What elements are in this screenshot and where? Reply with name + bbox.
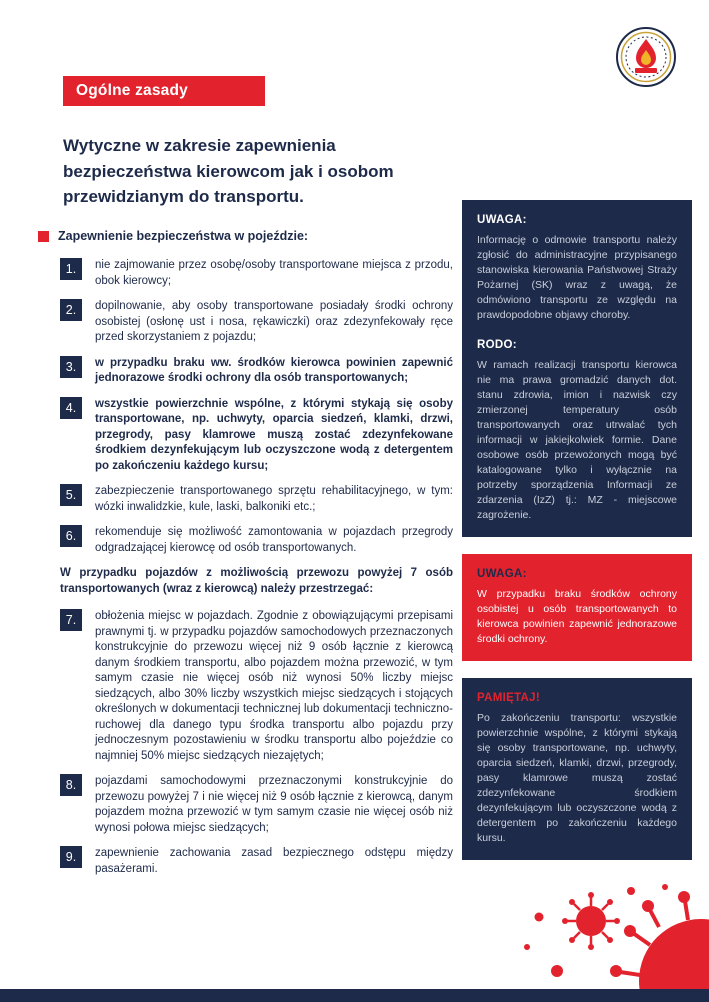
list-item	[60, 609, 453, 764]
item-number-badge: 9.	[60, 846, 82, 868]
section-heading	[38, 229, 308, 243]
uwaga-heading: UWAGA:	[477, 214, 527, 226]
red-square-bullet-icon	[38, 231, 49, 242]
rodo-text: W ramach realizacji transportu kierowca nie ma prawa gromadzić danych dot. stanu zdrowia, imion i nazwisk czy zmierzonej temperatury osób transportowanych oraz utrwalać tych informacji w jakiejkolwiek formie. Dane osobowe osób przewożonych mogą być katalogowane tylko i wyłącznie na potrzeby sporządzenia Informacji ze zdarzenia (IzZ) tj.: MZ - miejscowe zagrożenie.	[477, 359, 677, 521]
uwaga-text: Informację o odmowie transportu należy zgłosić do administracyjne przypisanego stanowiska kierowania Państwowej Straży Pożarnej (SK) wraz z uwagą, że odmówiono transportu ze względu na prawdopodobne objawy choroby.	[477, 234, 677, 321]
item-number-badge: 3.	[60, 356, 82, 378]
item-text: wszystkie powierzchnie wspólne, z którymi stykają się osoby transportowane, np. uchwyty, oparcia siedzeń, klamki, drzwi, przegrody, pasy klamrowe muszą zostać zdezynfekowane środkiem dezynfekującym lub oczyszczone wodą z detergentem po zakończeniu każdego kursu;	[95, 397, 453, 472]
guidelines-list	[60, 258, 453, 887]
info-box	[462, 200, 692, 537]
item-text: rekomenduje się możliwość zamontowania w pojazdach przegrody odgradzającej kierowcę od osób transportowanych.	[95, 526, 453, 554]
item-number-badge: 5.	[60, 484, 82, 506]
sidebar	[462, 200, 692, 860]
spacer	[477, 323, 677, 339]
interlude-paragraph: W przypadku pojazdów z możliwością przewozu powyżej 7 osób transportowanych (wraz z kierowcą) należy przestrzegać:	[60, 567, 453, 595]
item-number-badge: 8.	[60, 774, 82, 796]
item-number-badge: 7.	[60, 609, 82, 631]
item-number-badge: 2.	[60, 299, 82, 321]
item-text: zapewnienie zachowania zasad bezpiecznego odstępu między pasażerami.	[95, 847, 453, 875]
list-item	[60, 484, 453, 515]
list-item	[60, 846, 453, 877]
fire-service-logo-icon	[615, 26, 677, 88]
alert-text: W przypadku braku środków ochrony osobistej u osób transportowanych to kierowca powinien zapewnić jednorazowe środki ochrony.	[477, 588, 677, 645]
alert-heading: UWAGA:	[477, 568, 527, 580]
item-number-badge: 6.	[60, 525, 82, 547]
remember-text: Po zakończeniu transportu: wszystkie powierzchnie wspólne, z którymi stykają się osoby transportowane, np. uchwyty, oparcia siedzeń, klamki, drzwi, przegrody, pasy klamrowe muszą zostać zdezynfekowane środkiem dezynfekującym lub oczyszczone wodą z detergentem po zakończeniu każdego kursu.	[477, 712, 677, 844]
item-text: dopilnowanie, aby osoby transportowane posiadały środki ochrony osobistej (osłonę ust i nosa, rękawiczki) oraz zdezynfekowały ręce przed skorzystaniem z pojazdu;	[95, 300, 453, 343]
alert-box	[462, 554, 692, 661]
page-banner: Ogólne zasady	[63, 76, 265, 106]
item-number-badge: 4.	[60, 397, 82, 419]
list-item	[60, 774, 453, 836]
rodo-heading: RODO:	[477, 339, 517, 351]
item-number-badge: 1.	[60, 258, 82, 280]
item-text: nie zajmowanie przez osobę/osoby transportowane miejsca z przodu, obok kierowcy;	[95, 259, 453, 287]
list-item	[60, 258, 453, 289]
list-item	[60, 356, 453, 387]
list-item	[60, 299, 453, 346]
list-item	[60, 397, 453, 475]
item-text: pojazdami samochodowymi przeznaczonymi konstrukcyjnie do przewozu powyżej 7 i nie więcej niż 9 osób łącznie z kierowcą, danym pojazdem można przewozić w tym samym czasie nie więcej osób niż wynosi połowa miejsc siedzących;	[95, 775, 453, 834]
item-text: obłożenia miejsc w pojazdach. Zgodnie z obowiązującymi przepisami prawnymi tj. w przypadku pojazdów samochodowych przeznaczonych konstrukcyjnie do przewozu więcej niż 9 osób łącznie z kierowcą danym środkiem transportu, albo pojazdem można przewozić, w tym samym czasie nie więcej osób niż wynosi 50% liczby miejsc siedzących, albo 30% liczby wszystkich miejsc siedzących i stojących określonych w dokumentacji technicznej lub dokumentacji techniczno-ruchowej dla danego typu środka transportu albo pojazdu przy jednoczesnym pozostawieniu w środku transportu albo pojeździe co najmniej 50% miejsc siedzących niezajętych;	[95, 610, 453, 762]
item-text: zabezpieczenie transportowanego sprzętu rehabilitacyjnego, w tym: wózki inwalidzkie, kule, laski, balkoniki etc.;	[95, 485, 453, 513]
remember-heading: PAMIĘTAJ!	[477, 692, 540, 704]
item-text: w przypadku braku ww. środków kierowca powinien zapewnić jednorazowe środki ochrony dla osób transportowanych;	[95, 356, 453, 384]
coronavirus-graphic-icon	[509, 879, 709, 989]
section-heading-label: Zapewnienie bezpieczeństwa w pojeździe:	[58, 229, 309, 243]
page-title: Wytyczne w zakresie zapewnienia bezpieczeństwa kierowcom jak i osobom przewidzianym do transportu.	[63, 136, 394, 206]
remember-box	[462, 678, 692, 860]
bottom-bar	[0, 989, 709, 1002]
list-item	[60, 525, 453, 556]
